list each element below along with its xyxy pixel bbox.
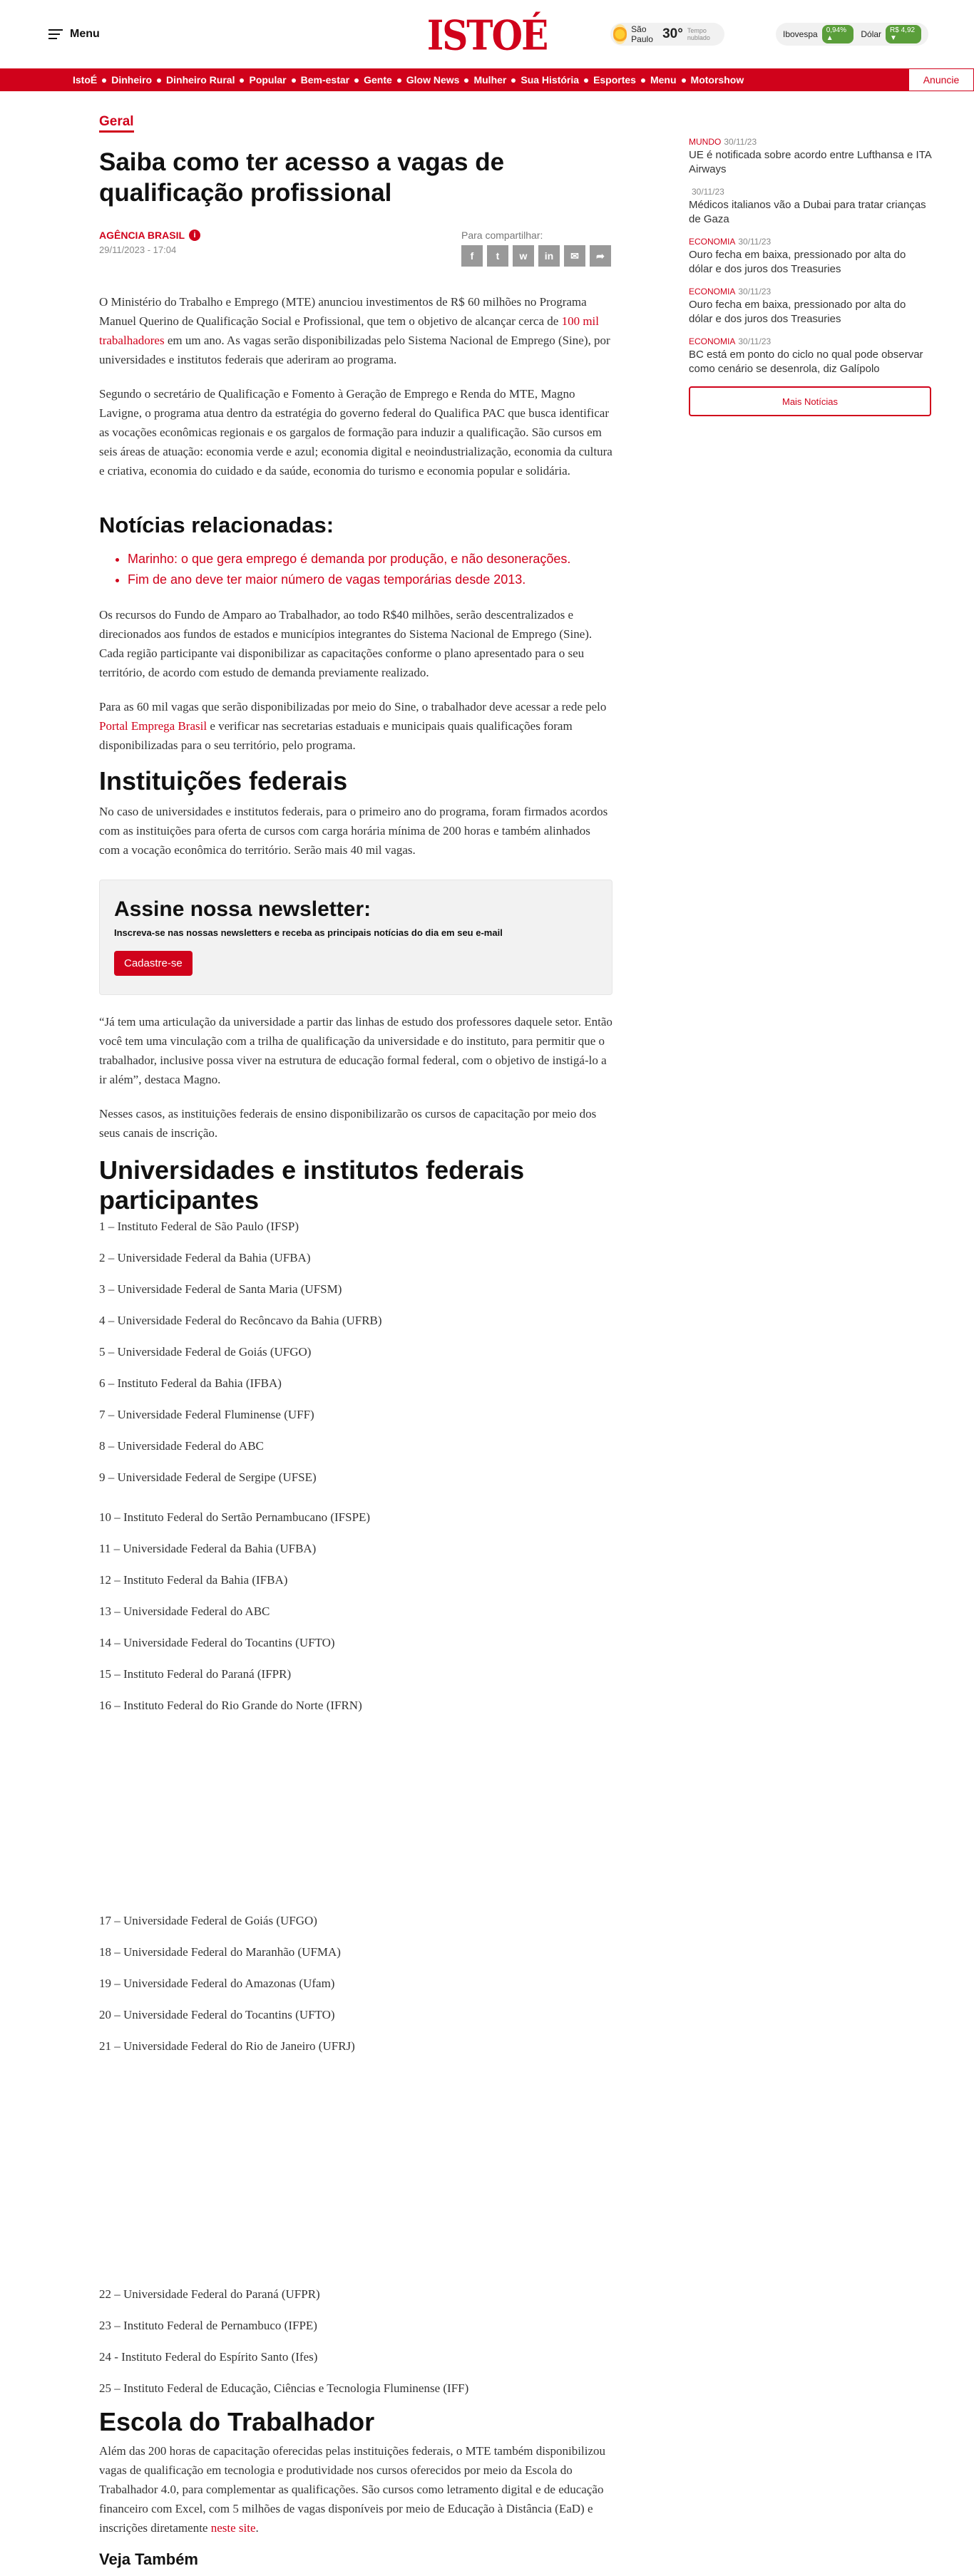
dolar-value: R$ 4,92 ▼ — [886, 25, 921, 43]
news-item-meta — [689, 187, 931, 197]
heading-escola: Escola do Trabalhador — [99, 2407, 375, 2436]
news-item-date: 30/11/23 — [692, 187, 724, 197]
weather-city: São Paulo — [631, 24, 653, 44]
institution-item: 20 – Universidade Federal do Tocantins (UFTO) — [99, 2008, 335, 2021]
institution-item: 25 – Instituto Federal de Educação, Ciências e Tecnologia Fluminense (IFF) — [99, 2381, 469, 2395]
heading-instituicoes: Instituições federais — [99, 766, 348, 795]
news-item-title[interactable]: Médicos italianos vão a Dubai para tratar crianças de Gaza — [689, 199, 926, 225]
news-item-title[interactable]: Ouro fecha em baixa, pressionado por alta do dólar e dos juros dos Treasuries — [689, 299, 906, 325]
newsletter-text: Inscreva-se nas nossas newsletters e receba as principais notícias do dia em seu e-mail — [114, 927, 503, 938]
institution-item: 4 – Universidade Federal do Recôncavo da Bahia (UFRB) — [99, 1314, 382, 1327]
weather-desc: Tempo nublado — [687, 27, 710, 41]
paragraph-3: Os recursos do Fundo de Amparo ao Trabalhador, ao todo R$40 milhões, serão descentralizados e direcionados aos fundos de estados e municípios integrantes do Sistema Nacional de Emprego (Sine). Cada região participante vai disponibilizar as capacitações conforme o plano apresentado para o seu território, de acordo com estudo de demanda previamente realizado. — [99, 608, 593, 679]
article-body — [99, 292, 612, 2569]
news-item-meta — [689, 137, 931, 147]
newsletter-signup-button[interactable]: Cadastre-se — [114, 951, 193, 976]
nav-item-7[interactable]: Mulher — [466, 74, 513, 86]
institution-item: 14 – Universidade Federal do Tocantins (UFTO) — [99, 1636, 335, 1649]
latest-news-list — [689, 137, 931, 376]
sidebar — [689, 137, 931, 416]
weather-widget — [610, 23, 724, 46]
news-item[interactable] — [689, 187, 931, 227]
article — [99, 114, 612, 2569]
article-source[interactable] — [99, 230, 200, 241]
news-item-date: 30/11/23 — [738, 237, 771, 247]
nav-item-4[interactable]: Bem-estar — [294, 74, 357, 86]
article-date: 29/11/2023 - 17:04 — [99, 244, 177, 255]
institution-item: 8 – Universidade Federal do ABC — [99, 1439, 264, 1453]
institution-item: 2 – Universidade Federal da Bahia (UFBA) — [99, 1251, 311, 1264]
list-group-3 — [99, 1912, 612, 2055]
institution-item: 1 – Instituto Federal de São Paulo (IFSP) — [99, 1220, 299, 1233]
nav-list — [0, 74, 751, 86]
quote-paragraph: “Já tem uma articulação da universidade a partir das linhas de estudo dos professores daquele setor. Então você tem uma vinculação com a trilha de qualificação da universidade e do instituto, para permitir que o trabalhador, inclusive possa viver na estrutura de educação formal federal, com o objetivo de instigá-lo a ir além”, destaca Magno. — [99, 1015, 612, 1086]
list-group-1 — [99, 1218, 612, 1486]
institution-item: 19 – Universidade Federal do Amazonas (Ufam) — [99, 1977, 335, 1990]
news-item[interactable] — [689, 137, 931, 177]
hamburger-icon — [48, 29, 63, 39]
paragraph-1: O Ministério do Trabalho e Emprego (MTE) anunciou investimentos de R$ 60 milhões no Programa Manuel Querino de Qualificação Social e Profissional, que tem o objetivo de alcançar cerca de 100 mil trabalhadores em um ano. As vagas serão disponibilizadas pelo Sistema Nacional de Emprego (Sine), por universidades e institutos federais que aderiram ao programa. — [99, 295, 610, 366]
related-link-1[interactable]: • Fim de ano deve ter maior número de vagas temporárias desde 2013. — [128, 570, 612, 590]
news-item-title[interactable]: BC está em ponto do ciclo no qual pode observar como cenário se desenrola, diz Galípolo — [689, 349, 923, 375]
institution-item: 24 - Instituto Federal do Espírito Santo (Ifes) — [99, 2350, 318, 2364]
article-meta — [99, 230, 612, 267]
article-title: Saiba como ter acesso a vagas de qualificação profissional — [99, 148, 505, 207]
link-portal-emprega[interactable]: Portal Emprega Brasil — [99, 719, 207, 733]
twitter-icon[interactable]: t — [487, 245, 508, 267]
newsletter-box — [99, 880, 612, 995]
share-icons — [461, 245, 612, 267]
whatsapp-icon[interactable]: w — [513, 245, 534, 267]
share-box — [461, 230, 612, 267]
logo-text: ISTOÉ — [426, 11, 548, 59]
news-item-date: 30/11/23 — [738, 336, 771, 346]
nav-item-8[interactable]: Sua História — [513, 74, 586, 86]
paragraph-5: No caso de universidades e institutos federais, para o primeiro ano do programa, foram firmados acordos com as instituições para oferta de cursos com carga horária mínima de 200 horas e também alinhados com a vocação econômica do território. Serão mais 40 mil vagas. — [99, 805, 608, 857]
paragraph-2: Segundo o secretário de Qualificação e Fomento à Geração de Emprego e Renda do MTE, Magno Lavigne, o programa atua dentro da estratégia do governo federal do Qualifica PAC que busca identificar as vocações econômicas regionais e os gargalos de formação para induzir a qualificação. São cursos em seis áreas de atuação: economia verde e azul; economia digital e neoindustrialização, economia da cultura e criativa, economia do cuidado e da saúde, economia do turismo e economia popular e solidária. — [99, 387, 612, 478]
menu-label: Menu — [70, 28, 100, 40]
email-icon[interactable]: ✉ — [564, 245, 585, 267]
nav-item-1[interactable]: Dinheiro — [104, 74, 159, 86]
partly-cloudy-icon — [613, 24, 627, 44]
institution-item: 16 – Instituto Federal do Rio Grande do Norte (IFRN) — [99, 1699, 362, 1712]
news-item-date: 30/11/23 — [738, 287, 771, 297]
institution-item: 12 – Instituto Federal da Bahia (IFBA) — [99, 1573, 288, 1587]
news-item-category: ECONOMIA — [689, 336, 736, 346]
nav-item-2[interactable]: Dinheiro Rural — [159, 74, 242, 86]
institution-item: 18 – Universidade Federal do Maranhão (UFMA) — [99, 1945, 341, 1959]
institutions-list — [99, 1218, 612, 2397]
share-forward-icon[interactable]: ➦ — [590, 245, 611, 267]
share-label: Para compartilhar: — [461, 230, 543, 241]
more-news-button[interactable]: Mais Notícias — [689, 386, 931, 416]
nav-item-0[interactable]: IstoÉ — [73, 74, 98, 86]
paragraph-4: Para as 60 mil vagas que serão disponibilizadas por meio do Sine, o trabalhador deve acessar a rede pelo Portal Emprega Brasil e verificar nas secretarias estaduais e municipais quais qualificações foram disponibilizadas para o seu território, pelo programa. — [99, 700, 607, 752]
weather-temp: 30° — [662, 26, 683, 41]
heading-universidades: Universidades e institutos federais participantes — [99, 1155, 525, 1215]
source-label: AGÊNCIA BRASIL — [99, 230, 185, 241]
veja-tambem-heading: Veja Também — [99, 2550, 198, 2568]
list-group-2 — [99, 1509, 612, 1714]
newsletter-title: Assine nossa newsletter: — [114, 897, 371, 921]
news-item-category: MUNDO — [689, 137, 722, 147]
paragraph-6: Nesses casos, as instituições federais de ensino disponibilizarão os cursos de capacitação por meio dos seus canais de inscrição. — [99, 1107, 597, 1140]
linkedin-icon[interactable]: in — [538, 245, 560, 267]
institution-item: 5 – Universidade Federal de Goiás (UFGO) — [99, 1345, 312, 1359]
ibovespa-value: 0,94% ▲ — [822, 25, 854, 43]
link-neste-site[interactable]: neste site — [210, 2521, 256, 2535]
menu-button[interactable] — [48, 28, 100, 41]
news-item-meta — [689, 237, 931, 247]
news-item-date: 30/11/23 — [724, 137, 757, 147]
nav-item-5[interactable]: Gente — [357, 74, 399, 86]
ibovespa-label: Ibovespa — [783, 29, 818, 39]
nav-item-3[interactable]: Popular — [242, 74, 293, 86]
institution-item: 9 – Universidade Federal de Sergipe (UFSE) — [99, 1470, 317, 1484]
news-item[interactable] — [689, 287, 931, 326]
related-heading: Notícias relacionadas: — [99, 512, 334, 537]
news-item-category: ECONOMIA — [689, 287, 736, 297]
institution-item: 3 – Universidade Federal de Santa Maria (UFSM) — [99, 1282, 342, 1296]
news-item-title[interactable]: UE é notificada sobre acordo entre Lufthansa e ITA Airways — [689, 149, 931, 175]
news-item-title[interactable]: Ouro fecha em baixa, pressionado por alta do dólar e dos juros dos Treasuries — [689, 249, 906, 275]
institution-item: 17 – Universidade Federal de Goiás (UFGO) — [99, 1914, 317, 1927]
related-link-0[interactable]: • Marinho: o que gera emprego é demanda por produção, e não desonerações. — [128, 549, 612, 570]
info-icon[interactable]: i — [189, 230, 200, 241]
news-item-meta — [689, 336, 931, 346]
nav-item-11[interactable]: Motorshow — [684, 74, 752, 86]
category-link[interactable]: Geral — [99, 114, 134, 133]
institution-item: 11 – Universidade Federal da Bahia (UFBA) — [99, 1542, 317, 1555]
site-header — [0, 0, 974, 68]
nav-item-6[interactable]: Glow News — [399, 74, 467, 86]
institution-item: 23 – Instituto Federal de Pernambuco (IFPE) — [99, 2319, 317, 2332]
institution-item: 6 – Instituto Federal da Bahia (IFBA) — [99, 1376, 282, 1390]
nav-item-9[interactable]: Esportes — [586, 74, 643, 86]
nav-item-10[interactable]: Menu — [643, 74, 684, 86]
anuncie-button[interactable]: Anuncie — [908, 68, 974, 91]
institution-item: 10 – Instituto Federal do Sertão Pernambucano (IFSPE) — [99, 1510, 371, 1524]
related-list — [99, 549, 612, 590]
institution-item: 7 – Universidade Federal Fluminense (UFF) — [99, 1408, 314, 1421]
dolar-label: Dólar — [861, 29, 882, 39]
news-item-category: ECONOMIA — [689, 237, 736, 247]
link-100-mil[interactable]: 100 mil trabalhadores — [99, 314, 599, 347]
paragraph-7: Além das 200 horas de capacitação oferecidas pelas instituições federais, o MTE também disponibilizou vagas de qualificação em tecnologia e produtividade nos cursos oferecidos por meio da Escola do Trabalhador 4.0, para complementar as qualificações. São cursos como letramento digital e de educação financeiro com Excel, com 5 milhões de vagas disponíveis por meio de Educação à Distância (EaD) e inscrições diretamente neste site. — [99, 2444, 605, 2535]
news-item[interactable] — [689, 237, 931, 277]
facebook-icon[interactable]: f — [461, 245, 483, 267]
institution-item: 15 – Instituto Federal do Paraná (IFPR) — [99, 1667, 292, 1681]
list-group-4 — [99, 2286, 612, 2397]
news-item-meta — [689, 287, 931, 297]
institution-item: 13 – Universidade Federal do ABC — [99, 1604, 270, 1618]
main-nav — [0, 68, 974, 91]
institution-item: 22 – Universidade Federal do Paraná (UFPR) — [99, 2287, 320, 2301]
market-widget — [776, 23, 928, 46]
institution-item: 21 – Universidade Federal do Rio de Janeiro (UFRJ) — [99, 2039, 355, 2053]
news-item[interactable] — [689, 336, 931, 376]
site-logo[interactable] — [424, 11, 550, 59]
